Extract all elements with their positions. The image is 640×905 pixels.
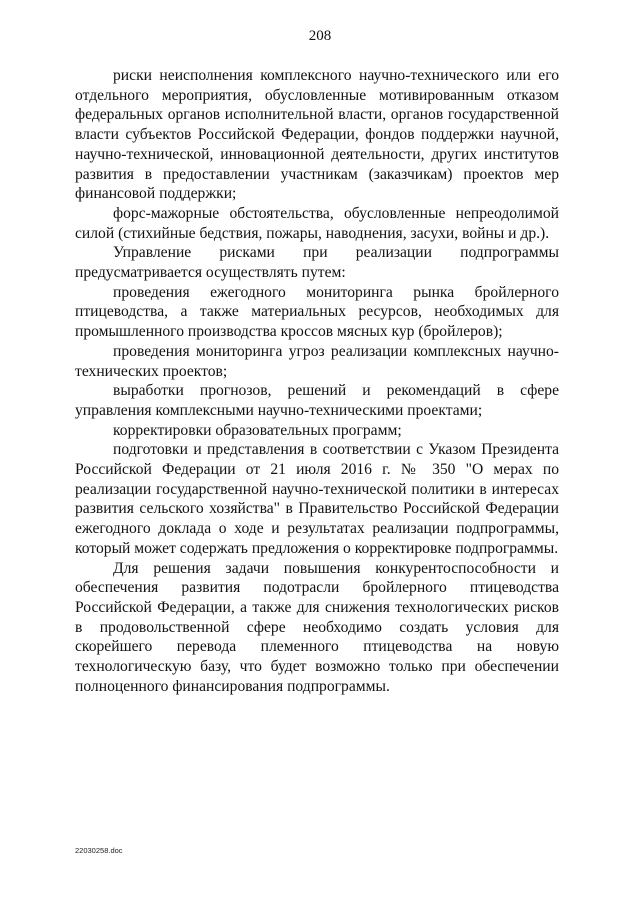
paragraph-education-programs: корректировки образовательных программ; xyxy=(113,421,402,439)
document-file-code: 22030258.doc xyxy=(75,846,123,855)
paragraph-forecasts: выработки прогнозов, решений и рекомендаций в сфере управления комплексными научно-техническими проектами; xyxy=(75,382,559,419)
paragraph-risk-management-intro: Управление рисками при реализации подпрограммы предусматривается осуществлять путем: xyxy=(75,244,559,282)
paragraph-competitiveness: Для решения задачи повышения конкурентоспособности и обеспечения развития подотрасли бройлерного птицеводства Российской Федерации, а также для снижения технологических рисков в продовольственной сфере необходимо создать условия для скорейшего перевода племенного птицеводства на новую технологическую базу, что будет возможно только при обеспечении полноценного финансирования подпрограммы. xyxy=(75,559,559,695)
document-body xyxy=(75,66,559,697)
paragraph-market-monitoring: проведения ежегодного мониторинга рынка бройлерного птицеводства, а также материальных ресурсов, необходимых для промышленного производства кроссов мясных кур (бройлеров); xyxy=(75,283,559,341)
paragraph-risk-refusal: риски неисполнения комплексного научно-технического или его отдельного мероприятия, обусловленные мотивированным отказом федеральных органов исполнительной власти, органов государственной власти субъектов Российской Федерации, фондов поддержки научной, научно-технической, инновационной деятельности, других институтов развития в предоставлении участникам (заказчикам) проектов мер финансовой поддержки; xyxy=(75,67,559,203)
paragraph-threat-monitoring: проведения мониторинга угроз реализации комплексных научно-технических проектов; xyxy=(75,342,559,380)
paragraph-annual-report: подготовки и представления в соответствии с Указом Президента Российской Федерации от 21 июля 2016 г. № 350 "О мерах по реализации государственной научно-технической политики в интересах развития сельского хозяйства" в Правительство Российской Федерации ежегодного доклада о ходе и результатах реализации подпрограммы, который может содержать предложения о корректировке подпрограммы. xyxy=(75,441,559,557)
paragraph-force-majeure: форс-мажорные обстоятельства, обусловленные непреодолимой силой (стихийные бедствия, пожары, наводнения, засухи, войны и др.). xyxy=(75,204,559,242)
page-number: 208 xyxy=(308,28,332,44)
